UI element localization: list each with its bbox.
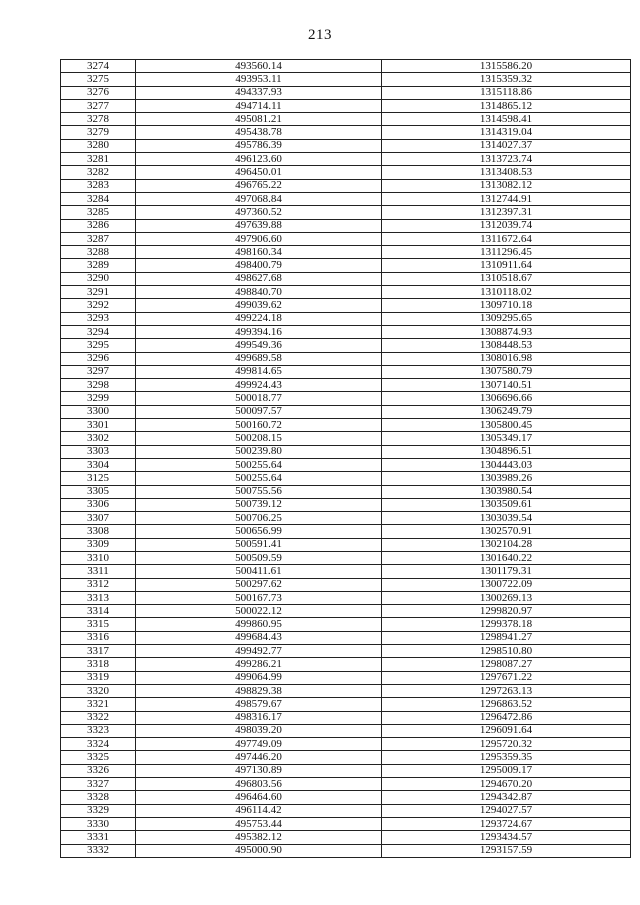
table-row — [61, 671, 631, 684]
x-coordinate-cell: 500167.73 — [136, 591, 382, 604]
table-row — [61, 99, 631, 112]
x-coordinate-cell: 495382.12 — [136, 831, 382, 844]
table-row — [61, 259, 631, 272]
table-row — [61, 512, 631, 525]
table-row — [61, 498, 631, 511]
point-number-cell: 3321 — [61, 698, 136, 711]
y-coordinate-cell: 1314027.37 — [382, 139, 631, 152]
point-number-cell: 3303 — [61, 445, 136, 458]
point-number-cell: 3275 — [61, 73, 136, 86]
table-row — [61, 698, 631, 711]
y-coordinate-cell: 1297263.13 — [382, 684, 631, 697]
x-coordinate-cell: 499224.18 — [136, 312, 382, 325]
table-row — [61, 618, 631, 631]
y-coordinate-cell: 1307140.51 — [382, 379, 631, 392]
y-coordinate-cell: 1314598.41 — [382, 113, 631, 126]
y-coordinate-cell: 1303039.54 — [382, 512, 631, 525]
x-coordinate-cell: 498160.34 — [136, 246, 382, 259]
point-number-cell: 3304 — [61, 458, 136, 471]
y-coordinate-cell: 1294670.20 — [382, 778, 631, 791]
point-number-cell: 3277 — [61, 99, 136, 112]
point-number-cell: 3318 — [61, 658, 136, 671]
y-coordinate-cell: 1301640.22 — [382, 551, 631, 564]
y-coordinate-cell: 1310518.67 — [382, 272, 631, 285]
y-coordinate-cell: 1311672.64 — [382, 232, 631, 245]
table-row — [61, 445, 631, 458]
point-number-cell: 3283 — [61, 179, 136, 192]
table-row — [61, 272, 631, 285]
point-number-cell: 3306 — [61, 498, 136, 511]
table-row — [61, 631, 631, 644]
table-row — [61, 551, 631, 564]
x-coordinate-cell: 499492.77 — [136, 645, 382, 658]
point-number-cell: 3296 — [61, 352, 136, 365]
x-coordinate-cell: 500208.15 — [136, 432, 382, 445]
table-row — [61, 591, 631, 604]
y-coordinate-cell: 1304443.03 — [382, 458, 631, 471]
table-row — [61, 312, 631, 325]
x-coordinate-cell: 494337.93 — [136, 86, 382, 99]
x-coordinate-cell: 493953.11 — [136, 73, 382, 86]
point-number-cell: 3314 — [61, 605, 136, 618]
x-coordinate-cell: 500239.80 — [136, 445, 382, 458]
y-coordinate-cell: 1298941.27 — [382, 631, 631, 644]
table-row — [61, 791, 631, 804]
y-coordinate-cell: 1304896.51 — [382, 445, 631, 458]
point-number-cell: 3323 — [61, 724, 136, 737]
y-coordinate-cell: 1314319.04 — [382, 126, 631, 139]
x-coordinate-cell: 497130.89 — [136, 764, 382, 777]
y-coordinate-cell: 1312039.74 — [382, 219, 631, 232]
y-coordinate-cell: 1294027.57 — [382, 804, 631, 817]
y-coordinate-cell: 1299820.97 — [382, 605, 631, 618]
x-coordinate-cell: 500022.12 — [136, 605, 382, 618]
table-row — [61, 206, 631, 219]
x-coordinate-cell: 498579.67 — [136, 698, 382, 711]
point-number-cell: 3299 — [61, 392, 136, 405]
table-row — [61, 724, 631, 737]
point-number-cell: 3324 — [61, 738, 136, 751]
point-number-cell: 3309 — [61, 538, 136, 551]
x-coordinate-cell: 496114.42 — [136, 804, 382, 817]
point-number-cell: 3292 — [61, 299, 136, 312]
table-row — [61, 73, 631, 86]
point-number-cell: 3287 — [61, 232, 136, 245]
y-coordinate-cell: 1300722.09 — [382, 578, 631, 591]
point-number-cell: 3295 — [61, 339, 136, 352]
table-row — [61, 113, 631, 126]
table-row — [61, 232, 631, 245]
x-coordinate-cell: 500739.12 — [136, 498, 382, 511]
table-row — [61, 658, 631, 671]
coordinates-table — [60, 59, 631, 858]
table-row — [61, 219, 631, 232]
y-coordinate-cell: 1296472.86 — [382, 711, 631, 724]
table-row — [61, 764, 631, 777]
point-number-cell: 3310 — [61, 551, 136, 564]
y-coordinate-cell: 1306249.79 — [382, 405, 631, 418]
point-number-cell: 3279 — [61, 126, 136, 139]
table-row — [61, 472, 631, 485]
x-coordinate-cell: 499924.43 — [136, 379, 382, 392]
x-coordinate-cell: 499684.43 — [136, 631, 382, 644]
table-row — [61, 246, 631, 259]
table-row — [61, 126, 631, 139]
table-row — [61, 166, 631, 179]
y-coordinate-cell: 1310118.02 — [382, 286, 631, 299]
x-coordinate-cell: 499286.21 — [136, 658, 382, 671]
point-number-cell: 3278 — [61, 113, 136, 126]
y-coordinate-cell: 1296091.64 — [382, 724, 631, 737]
x-coordinate-cell: 496450.01 — [136, 166, 382, 179]
point-number-cell: 3313 — [61, 591, 136, 604]
x-coordinate-cell: 500411.61 — [136, 565, 382, 578]
x-coordinate-cell: 500591.41 — [136, 538, 382, 551]
y-coordinate-cell: 1293724.67 — [382, 817, 631, 830]
y-coordinate-cell: 1302570.91 — [382, 525, 631, 538]
point-number-cell: 3307 — [61, 512, 136, 525]
x-coordinate-cell: 499394.16 — [136, 325, 382, 338]
table-row — [61, 525, 631, 538]
x-coordinate-cell: 498400.79 — [136, 259, 382, 272]
y-coordinate-cell: 1310911.64 — [382, 259, 631, 272]
point-number-cell: 3302 — [61, 432, 136, 445]
point-number-cell: 3301 — [61, 419, 136, 432]
y-coordinate-cell: 1299378.18 — [382, 618, 631, 631]
table-row — [61, 565, 631, 578]
x-coordinate-cell: 499860.95 — [136, 618, 382, 631]
point-number-cell: 3315 — [61, 618, 136, 631]
point-number-cell: 3290 — [61, 272, 136, 285]
y-coordinate-cell: 1315359.32 — [382, 73, 631, 86]
y-coordinate-cell: 1308874.93 — [382, 325, 631, 338]
y-coordinate-cell: 1309710.18 — [382, 299, 631, 312]
x-coordinate-cell: 500755.56 — [136, 485, 382, 498]
table-row — [61, 405, 631, 418]
y-coordinate-cell: 1295720.32 — [382, 738, 631, 751]
y-coordinate-cell: 1303989.26 — [382, 472, 631, 485]
table-row — [61, 485, 631, 498]
y-coordinate-cell: 1312397.31 — [382, 206, 631, 219]
y-coordinate-cell: 1309295.65 — [382, 312, 631, 325]
point-number-cell: 3332 — [61, 844, 136, 857]
y-coordinate-cell: 1312744.91 — [382, 192, 631, 205]
y-coordinate-cell: 1293157.59 — [382, 844, 631, 857]
point-number-cell: 3305 — [61, 485, 136, 498]
x-coordinate-cell: 497906.60 — [136, 232, 382, 245]
point-number-cell: 3280 — [61, 139, 136, 152]
y-coordinate-cell: 1302104.28 — [382, 538, 631, 551]
y-coordinate-cell: 1300269.13 — [382, 591, 631, 604]
x-coordinate-cell: 499814.65 — [136, 365, 382, 378]
x-coordinate-cell: 500656.99 — [136, 525, 382, 538]
y-coordinate-cell: 1295359.35 — [382, 751, 631, 764]
table-row — [61, 645, 631, 658]
x-coordinate-cell: 496464.60 — [136, 791, 382, 804]
point-number-cell: 3298 — [61, 379, 136, 392]
y-coordinate-cell: 1306696.66 — [382, 392, 631, 405]
x-coordinate-cell: 499064.99 — [136, 671, 382, 684]
point-number-cell: 3284 — [61, 192, 136, 205]
table-body — [61, 60, 631, 858]
point-number-cell: 3328 — [61, 791, 136, 804]
point-number-cell: 3289 — [61, 259, 136, 272]
point-number-cell: 3326 — [61, 764, 136, 777]
y-coordinate-cell: 1305800.45 — [382, 419, 631, 432]
table-row — [61, 605, 631, 618]
y-coordinate-cell: 1298510.80 — [382, 645, 631, 658]
point-number-cell: 3312 — [61, 578, 136, 591]
table-row — [61, 60, 631, 73]
point-number-cell: 3327 — [61, 778, 136, 791]
point-number-cell: 3317 — [61, 645, 136, 658]
x-coordinate-cell: 500160.72 — [136, 419, 382, 432]
y-coordinate-cell: 1305349.17 — [382, 432, 631, 445]
x-coordinate-cell: 496803.56 — [136, 778, 382, 791]
table-row — [61, 379, 631, 392]
y-coordinate-cell: 1315586.20 — [382, 60, 631, 73]
table-row — [61, 831, 631, 844]
point-number-cell: 3281 — [61, 153, 136, 166]
point-number-cell: 3331 — [61, 831, 136, 844]
table-row — [61, 392, 631, 405]
table-row — [61, 365, 631, 378]
table-row — [61, 139, 631, 152]
y-coordinate-cell: 1313408.53 — [382, 166, 631, 179]
y-coordinate-cell: 1314865.12 — [382, 99, 631, 112]
x-coordinate-cell: 499689.58 — [136, 352, 382, 365]
table-row — [61, 286, 631, 299]
y-coordinate-cell: 1315118.86 — [382, 86, 631, 99]
table-row — [61, 778, 631, 791]
y-coordinate-cell: 1308448.53 — [382, 339, 631, 352]
x-coordinate-cell: 495438.78 — [136, 126, 382, 139]
table-row — [61, 179, 631, 192]
x-coordinate-cell: 495000.90 — [136, 844, 382, 857]
y-coordinate-cell: 1313082.12 — [382, 179, 631, 192]
point-number-cell: 3282 — [61, 166, 136, 179]
x-coordinate-cell: 497068.84 — [136, 192, 382, 205]
table-row — [61, 804, 631, 817]
x-coordinate-cell: 494714.11 — [136, 99, 382, 112]
point-number-cell: 3322 — [61, 711, 136, 724]
point-number-cell: 3325 — [61, 751, 136, 764]
x-coordinate-cell: 500706.25 — [136, 512, 382, 525]
x-coordinate-cell: 495081.21 — [136, 113, 382, 126]
point-number-cell: 3288 — [61, 246, 136, 259]
x-coordinate-cell: 495786.39 — [136, 139, 382, 152]
table-row — [61, 578, 631, 591]
y-coordinate-cell: 1298087.27 — [382, 658, 631, 671]
y-coordinate-cell: 1293434.57 — [382, 831, 631, 844]
table-row — [61, 844, 631, 857]
y-coordinate-cell: 1307580.79 — [382, 365, 631, 378]
table-row — [61, 299, 631, 312]
x-coordinate-cell: 496123.60 — [136, 153, 382, 166]
table-row — [61, 432, 631, 445]
table-row — [61, 352, 631, 365]
x-coordinate-cell: 498829.38 — [136, 684, 382, 697]
x-coordinate-cell: 500297.62 — [136, 578, 382, 591]
x-coordinate-cell: 496765.22 — [136, 179, 382, 192]
point-number-cell: 3274 — [61, 60, 136, 73]
x-coordinate-cell: 500255.64 — [136, 472, 382, 485]
table-row — [61, 817, 631, 830]
point-number-cell: 3286 — [61, 219, 136, 232]
table-row — [61, 153, 631, 166]
y-coordinate-cell: 1296863.52 — [382, 698, 631, 711]
table-row — [61, 751, 631, 764]
point-number-cell: 3300 — [61, 405, 136, 418]
point-number-cell: 3316 — [61, 631, 136, 644]
page-number: 213 — [308, 27, 332, 43]
x-coordinate-cell: 500509.59 — [136, 551, 382, 564]
x-coordinate-cell: 495753.44 — [136, 817, 382, 830]
x-coordinate-cell: 499549.36 — [136, 339, 382, 352]
table-row — [61, 458, 631, 471]
x-coordinate-cell: 498840.70 — [136, 286, 382, 299]
table-row — [61, 339, 631, 352]
table-row — [61, 419, 631, 432]
x-coordinate-cell: 497360.52 — [136, 206, 382, 219]
y-coordinate-cell: 1308016.98 — [382, 352, 631, 365]
x-coordinate-cell: 497446.20 — [136, 751, 382, 764]
y-coordinate-cell: 1303980.54 — [382, 485, 631, 498]
x-coordinate-cell: 497639.88 — [136, 219, 382, 232]
y-coordinate-cell: 1297671.22 — [382, 671, 631, 684]
x-coordinate-cell: 500097.57 — [136, 405, 382, 418]
point-number-cell: 3320 — [61, 684, 136, 697]
point-number-cell: 3294 — [61, 325, 136, 338]
table-row — [61, 192, 631, 205]
table-row — [61, 538, 631, 551]
table-row — [61, 738, 631, 751]
point-number-cell: 3276 — [61, 86, 136, 99]
point-number-cell: 3291 — [61, 286, 136, 299]
y-coordinate-cell: 1311296.45 — [382, 246, 631, 259]
y-coordinate-cell: 1295009.17 — [382, 764, 631, 777]
point-number-cell: 3311 — [61, 565, 136, 578]
point-number-cell: 3319 — [61, 671, 136, 684]
x-coordinate-cell: 498316.17 — [136, 711, 382, 724]
point-number-cell: 3285 — [61, 206, 136, 219]
point-number-cell: 3330 — [61, 817, 136, 830]
x-coordinate-cell: 498039.20 — [136, 724, 382, 737]
y-coordinate-cell: 1294342.87 — [382, 791, 631, 804]
x-coordinate-cell: 493560.14 — [136, 60, 382, 73]
x-coordinate-cell: 500018.77 — [136, 392, 382, 405]
point-number-cell: 3308 — [61, 525, 136, 538]
point-number-cell: 3293 — [61, 312, 136, 325]
table-row — [61, 86, 631, 99]
point-number-cell: 3297 — [61, 365, 136, 378]
point-number-cell: 3125 — [61, 472, 136, 485]
table-row — [61, 325, 631, 338]
table-row — [61, 711, 631, 724]
x-coordinate-cell: 499039.62 — [136, 299, 382, 312]
y-coordinate-cell: 1303509.61 — [382, 498, 631, 511]
y-coordinate-cell: 1313723.74 — [382, 153, 631, 166]
point-number-cell: 3329 — [61, 804, 136, 817]
x-coordinate-cell: 497749.09 — [136, 738, 382, 751]
table-row — [61, 684, 631, 697]
x-coordinate-cell: 500255.64 — [136, 458, 382, 471]
x-coordinate-cell: 498627.68 — [136, 272, 382, 285]
y-coordinate-cell: 1301179.31 — [382, 565, 631, 578]
